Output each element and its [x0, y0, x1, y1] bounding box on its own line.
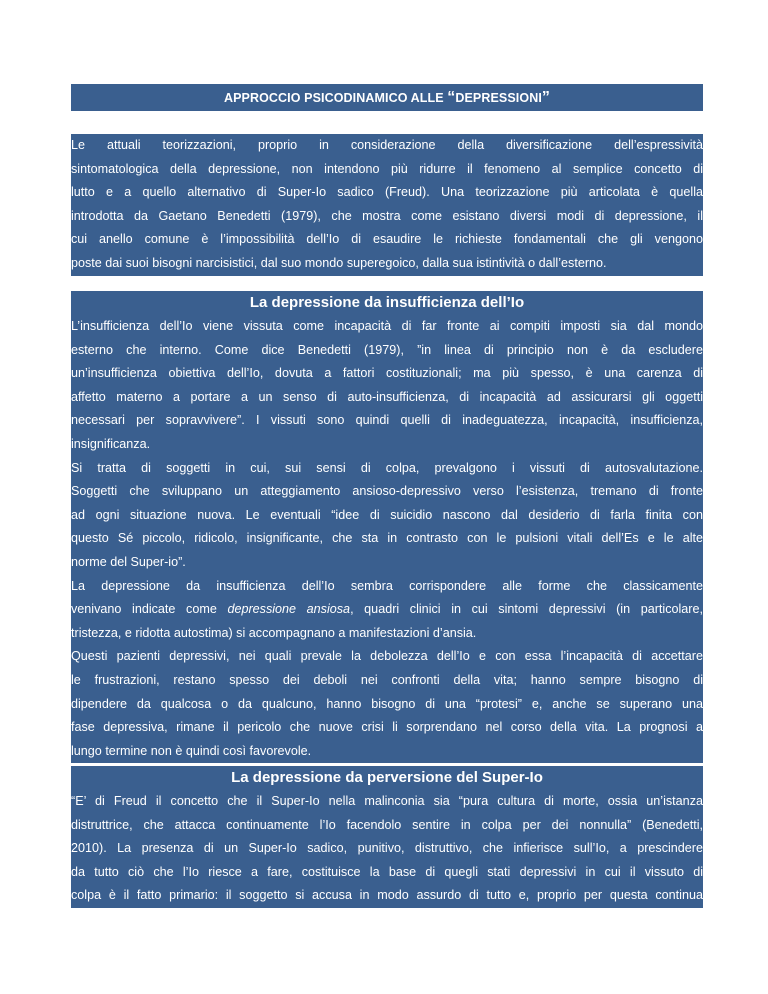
section-line: tristezza, e ridotta autostima) si accompagnano a manifestazioni d’ansia. — [71, 622, 703, 646]
section-heading: La depressione da perversione del Super-Io — [71, 766, 703, 790]
section-line: dipendere da qualcosa o da qualcuno, hanno bisogno di una “protesi” e, anche se superano una — [71, 693, 703, 717]
section-line: colpa è il fatto primario: il soggetto si accusa in modo assurdo di tutto e, proprio per questa continua — [71, 884, 703, 908]
section-line: un’insufficienza obiettiva dell’Io, dovuta a fattori costituzionali; ma più spesso, è una carenza di — [71, 362, 703, 386]
section-line: insignificanza. — [71, 433, 703, 457]
title-quote-open: “ — [447, 89, 456, 106]
section-line: Si tratta di soggetti in cui, sui sensi di colpa, prevalgono i vissuti di autosvalutazione. — [71, 457, 703, 481]
intro-paragraph — [71, 134, 703, 276]
section-line: distruttrice, che attacca continuamente l’Io facendolo sentire in colpa per dei nonnulla” (Benedetti, — [71, 814, 703, 838]
intro-line: introdotta da Gaetano Benedetti (1979), che mostra come esistano diversi modi di depressione, il — [71, 205, 703, 229]
section-line-italic: venivano indicate come depressione ansiosa, quadri clinici in cui sintomi depressivi (in particolare, — [71, 598, 703, 622]
section-line: Questi pazienti depressivi, nei quali prevale la debolezza dell’Io e con essa l’incapacità di accettare — [71, 645, 703, 669]
section-line: fase depressiva, rimane il pericolo che nuove crisi li sorprendano nel corso della vita. La prognosi a — [71, 716, 703, 740]
section-line: ad ogni situazione nuova. Le eventuali “idee di suicidio nascono dal desiderio di farla finita con — [71, 504, 703, 528]
section-line: L’insufficienza dell’Io viene vissuta come incapacità di far fronte ai compiti imposti sia dal mondo — [71, 315, 703, 339]
title-quote-close: ” — [541, 89, 551, 106]
section-line: lungo termine non è quindi così favorevole. — [71, 740, 703, 764]
intro-line: poste dai suoi bisogni narcisistici, dal suo mondo superegoico, dalla sua istintività o dall’esterno. — [71, 252, 703, 276]
section-line: da tutto ciò che l’Io riesce a fare, costituisce la base di quegli stati depressivi in cui il vissuto di — [71, 861, 703, 885]
document-title — [71, 84, 703, 111]
intro-line: lutto e a quello alternativo di Super-Io sadico (Freud). Una teorizzazione più articolata è quella — [71, 181, 703, 205]
section-heading: La depressione da insufficienza dell’Io — [71, 291, 703, 315]
section-line: Soggetti che sviluppano un atteggiamento ansioso-depressivo verso l’esistenza, tremano di fronte — [71, 480, 703, 504]
section-line: La depressione da insufficienza dell’Io sembra corrispondere alle forme che classicamente — [71, 575, 703, 599]
section-line: norme del Super-io”. — [71, 551, 703, 575]
intro-line: Le attuali teorizzazioni, proprio in considerazione della diversificazione dell’espressività — [71, 134, 703, 158]
section-line: necessari per sopravvivere”. I vissuti sono quindi quelli di inadeguatezza, incapacità, insufficienza, — [71, 409, 703, 433]
section-line: le frustrazioni, restano spesso dei deboli nei confronti della vita; hanno sempre bisogno di — [71, 669, 703, 693]
section-insufficienza — [71, 291, 703, 763]
section-line: esterno che interno. Come dice Benedetti (1979), ”in linea di principio non è da escludere — [71, 339, 703, 363]
section-line: “E’ di Freud il concetto che il Super-Io nella malinconia sia “pura cultura di morte, ossia un’istanza — [71, 790, 703, 814]
italic-term: depressione ansiosa — [227, 602, 351, 617]
title-word: DEPRESSIONI — [455, 91, 542, 105]
title-main: APPROCCIO PSICODINAMICO ALLE — [223, 91, 448, 105]
section-super-io — [71, 766, 703, 908]
section-line: questo Sé piccolo, ridicolo, insignificante, che sta in contrasto con le pulsioni vitali dell’Es e le alte — [71, 527, 703, 551]
intro-line: cui anello comune è l’impossibilità dell’Io di esaudire le richieste fondamentali che gli vengono — [71, 228, 703, 252]
section-line: 2010). La presenza di un Super-Io sadico, punitivo, distruttivo, che infierisce sull’Io, a prescindere — [71, 837, 703, 861]
intro-line: sintomatologica della depressione, non intendono più ridurre il fenomeno al semplice concetto di — [71, 158, 703, 182]
section-line: affetto materno a portare a un senso di auto-insufficienza, di incapacità ad assicurarsi gli oggetti — [71, 386, 703, 410]
